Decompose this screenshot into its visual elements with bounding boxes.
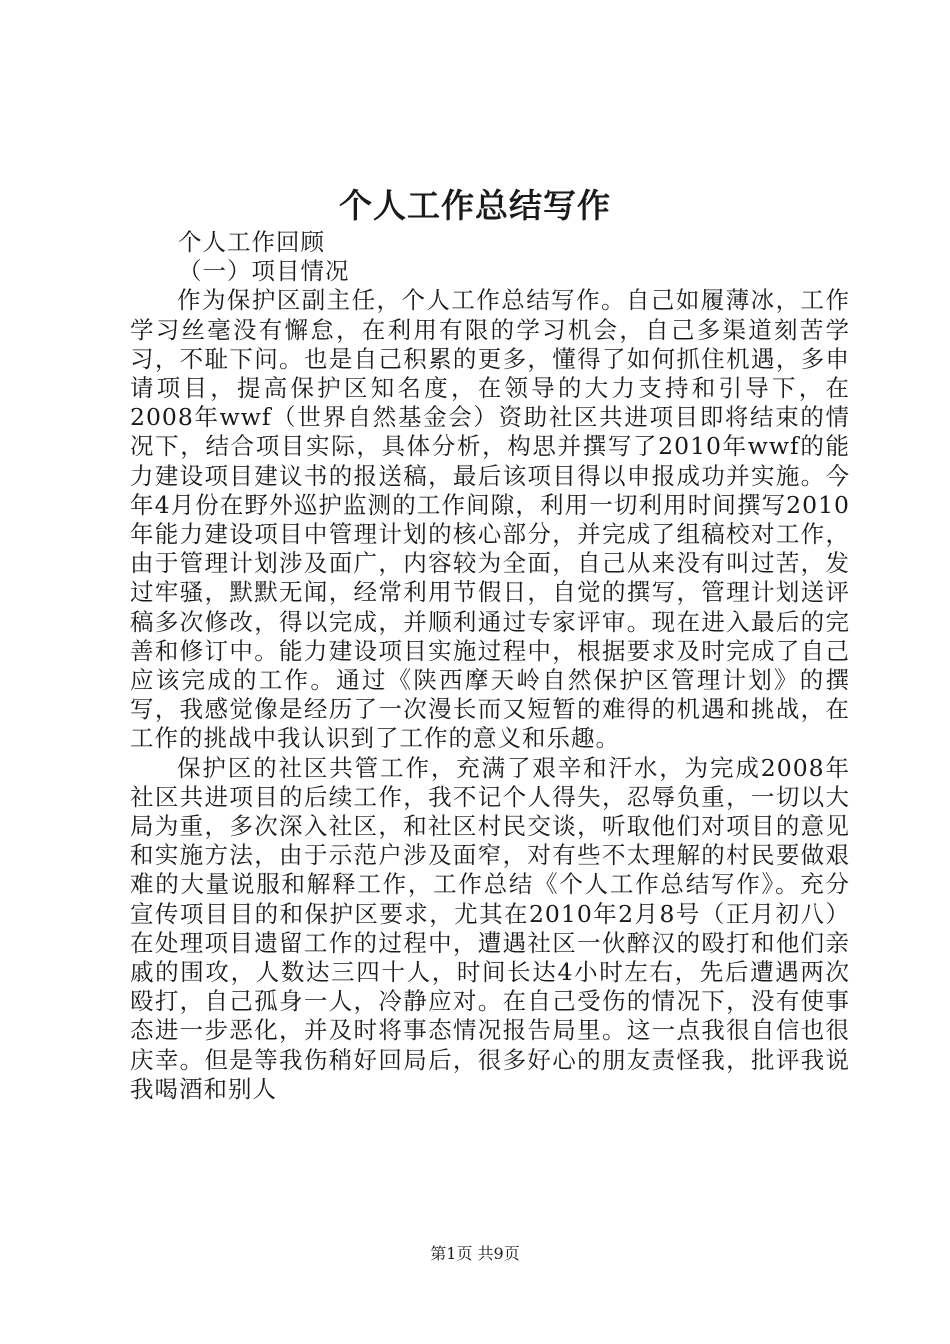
body-paragraph-2: 保护区的社区共管工作，充满了艰辛和汗水，为完成2008年社区共进项目的后续工作，我不记个人得失，忍辱负重，一切以大局为重，多次深入社区，和社区村民交谈，听取他们对项目的意见和实施方法，由于示范户涉及面窄，对有些不太理解的村民要做艰难的大量说服和解释工作，工作总结《个人工作总结写作》。充分宣传项目目的和保护区要求，尤其在2010年2月8号（正月初八）在处理项目遗留工作的过程中，遭遇社区一伙醉汉的殴打和他们亲戚的围攻，人数达三四十人，时间长达4小时左右，先后遭遇两次殴打，自己孤身一人，冷静应对。在自己受伤的情况下，没有使事态进一步恶化，并及时将事态情况报告局里。这一点我很自信也很庆幸。但是等我伤稍好回局后，很多好心的朋友责怪我，批评我说我喝酒和别人 [130, 753, 850, 1103]
section-heading: 个人工作回顾 [178, 228, 325, 256]
subsection-heading: （一）项目情况 [178, 257, 350, 286]
page-footer: 第1页 共9页 [430, 1244, 520, 1263]
document-body [130, 228, 850, 1104]
page-title: 个人工作总结写作 [339, 186, 611, 225]
body-paragraph-1: 作为保护区副主任，个人工作总结写作。自己如履薄冰，工作学习丝毫没有懈怠，在利用有限的学习机会，自己多渠道刻苦学习，不耻下问。也是自己积累的更多，懂得了如何抓住机遇，多申请项目，提高保护区知名度，在领导的大力支持和引导下，在2008年wwf（世界自然基金会）资助社区共进项目即将结束的情况下，结合项目实际，具体分析，构思并撰写了2010年wwf的能力建设项目建议书的报送稿，最后该项目得以申报成功并实施。今年4月份在野外巡护监测的工作间隙，利用一切利用时间撰写2010年能力建设项目中管理计划的核心部分，并完成了组稿校对工作，由于管理计划涉及面广，内容较为全面，自己从来没有叫过苦，发过牢骚，默默无闻，经常利用节假日，自觉的撰写，管理计划送评稿多次修改，得以完成，并顺利通过专家评审。现在进入最后的完善和修订中。能力建设项目实施过程中，根据要求及时完成了自己应该完成的工作。通过《陕西摩天岭自然保护区管理计划》的撰写，我感觉像是经历了一次漫长而又短暂的难得的机遇和挑战，在工作的挑战中我认识到了工作的意义和乐趣。 [130, 286, 850, 753]
